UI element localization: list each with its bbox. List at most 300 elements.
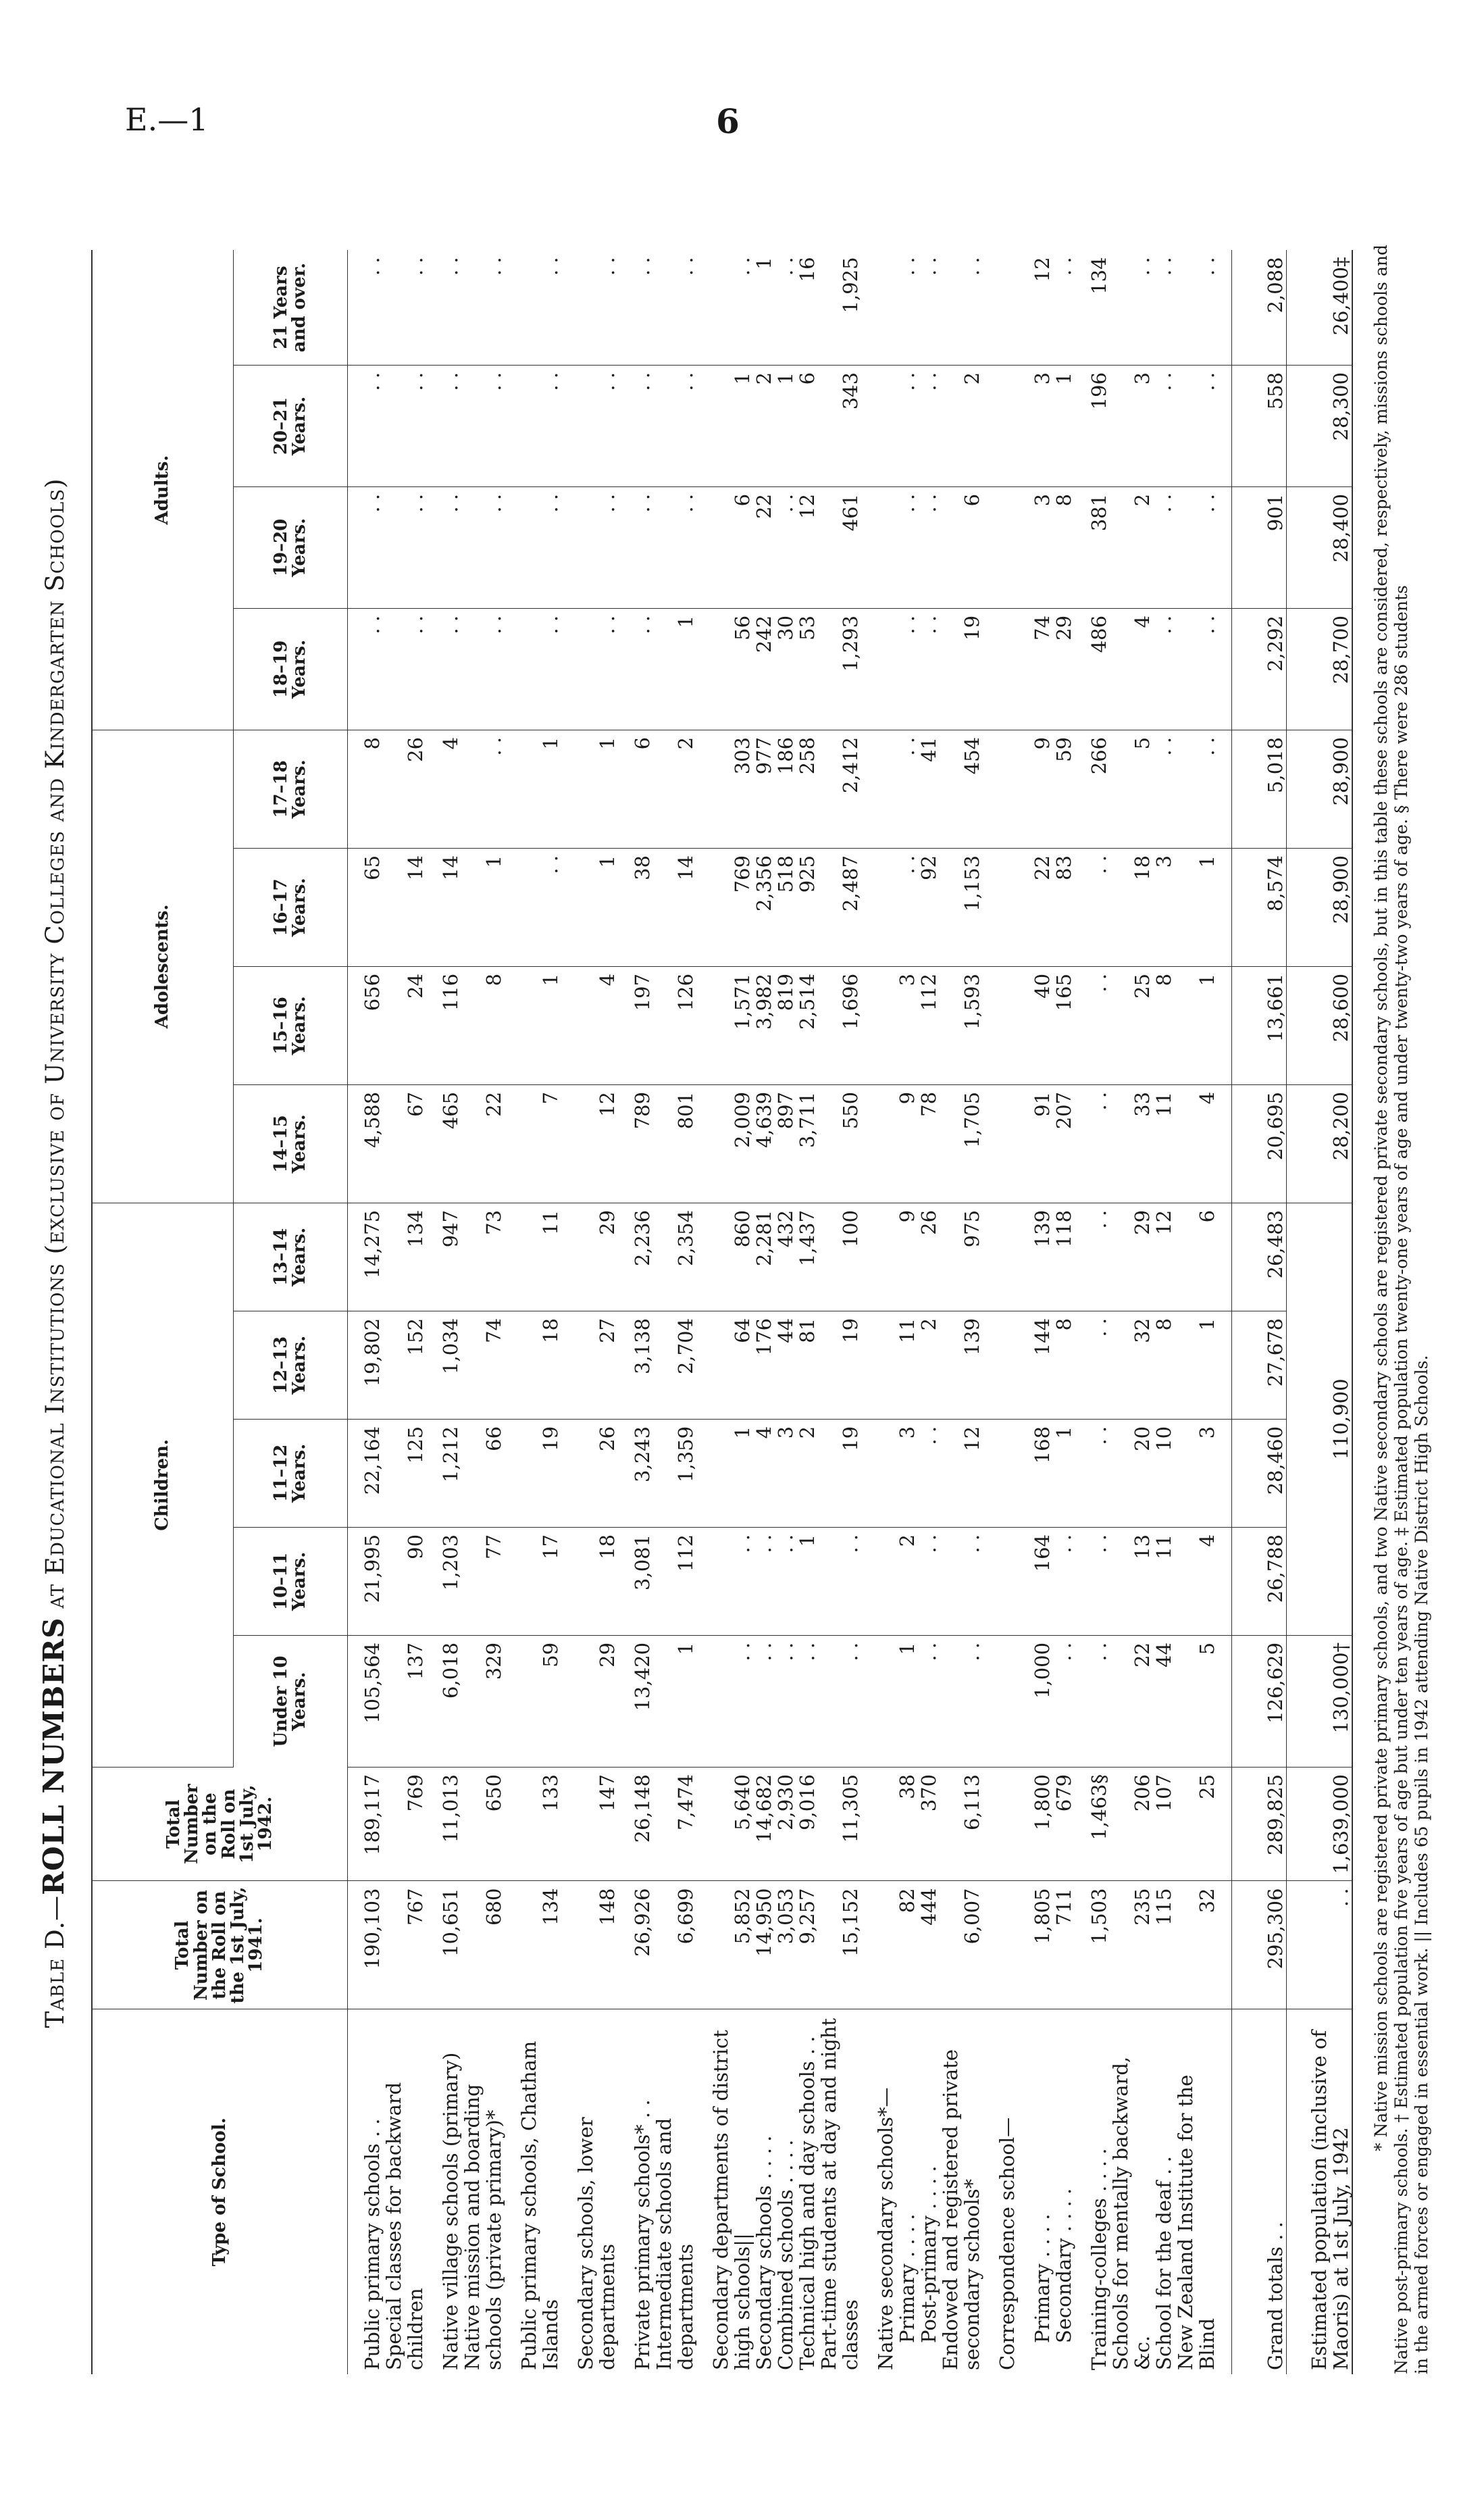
row-value: 25	[1110, 966, 1153, 1084]
row-value: 8	[1053, 1311, 1075, 1419]
row-value: 2	[1110, 486, 1153, 608]
row-value: 9,257	[796, 1881, 818, 2009]
row-value: 38	[632, 848, 653, 966]
row-value: . .	[575, 250, 618, 365]
row-value: . .	[461, 730, 505, 848]
table-row	[518, 250, 561, 2374]
estimated-value: 28,700	[1287, 608, 1353, 730]
row-value: . .	[753, 1635, 775, 1767]
row-value: 11,305	[818, 1767, 861, 1881]
row-value: 33	[1110, 1084, 1153, 1203]
row-label: Post-primary . . . .	[917, 2165, 940, 2343]
row-value	[875, 365, 896, 486]
grand-total-value: 126,629	[1232, 1635, 1287, 1767]
row-value: 73	[461, 1203, 505, 1311]
row-value: 1	[518, 966, 561, 1084]
row-value: . .	[440, 365, 461, 486]
row-label: Part-time students at day and night classes	[817, 2018, 862, 2370]
row-value: 148	[575, 1881, 618, 2009]
row-value: . .	[383, 486, 426, 608]
row-value: 6	[796, 365, 818, 486]
row-value: 53	[796, 608, 818, 730]
row-value: . .	[575, 486, 618, 608]
row-value: 13,420	[632, 1635, 653, 1767]
row-value: 176	[753, 1311, 775, 1419]
row-value: . .	[710, 250, 753, 365]
row-value	[996, 1419, 1018, 1527]
row-value: 116	[440, 966, 461, 1084]
row-value: 1,925	[818, 250, 861, 365]
table-row	[710, 250, 753, 2374]
row-value	[996, 1084, 1018, 1203]
row-value: . .	[918, 1527, 940, 1635]
row-value: 1	[653, 608, 696, 730]
row-value: 82	[896, 1881, 918, 2009]
row-value: 3	[1110, 365, 1153, 486]
age-header: Under 10 Years.	[234, 1635, 348, 1767]
row-value: . .	[896, 250, 918, 365]
row-value: 206	[1110, 1767, 1153, 1881]
row-value: . .	[1153, 250, 1175, 365]
row-value: 1	[1053, 1419, 1075, 1527]
row-value: 6	[940, 486, 983, 608]
age-header: 12–13 Years.	[234, 1311, 348, 1419]
row-value: 74	[1031, 608, 1053, 730]
row-value: 11,013	[440, 1767, 461, 1881]
row-value	[875, 730, 896, 848]
row-value: 144	[1031, 1311, 1053, 1419]
row-value: 44	[1153, 1635, 1175, 1767]
row-value: 91	[1031, 1084, 1053, 1203]
row-value: . .	[632, 250, 653, 365]
row-value: 134	[518, 1881, 561, 2009]
grand-totals-row	[1232, 250, 1287, 2374]
grand-total-value: 27,678	[1232, 1311, 1287, 1419]
footnote-line-1: * Native mission schools are registered private primary schools, and two Native secondary schools are registered private secondary schools, but in this table these schools are considered, respectively, missions schools and	[1371, 245, 1391, 2151]
row-value: . .	[1088, 1084, 1110, 1203]
row-label: Training-colleges . . . .	[1088, 2148, 1110, 2370]
row-value: 78	[918, 1084, 940, 1203]
row-label: Special classes for backward children	[382, 2082, 427, 2370]
row-value: . .	[918, 250, 940, 365]
grand-total-value: 289,825	[1232, 1767, 1287, 1881]
row-value: 6	[632, 730, 653, 848]
grand-total-value: 295,306	[1232, 1881, 1287, 2009]
row-value: . .	[632, 486, 653, 608]
row-value: . .	[940, 250, 983, 365]
row-value: 29	[1110, 1203, 1153, 1311]
row-value: 6	[1175, 1203, 1218, 1311]
footnotes	[1371, 212, 1432, 2374]
row-label: Secondary . . . .	[1052, 2188, 1075, 2343]
row-value: 11	[518, 1203, 561, 1311]
row-value: . .	[818, 1635, 861, 1767]
table-row	[653, 250, 696, 2374]
table-row	[753, 250, 775, 2374]
row-value: 1,705	[940, 1084, 983, 1203]
table-body	[348, 250, 1353, 2374]
row-value: . .	[918, 1419, 940, 1527]
row-value: 189,117	[361, 1767, 383, 1881]
row-value: 2,281	[753, 1203, 775, 1311]
row-value: . .	[518, 365, 561, 486]
row-value: . .	[1153, 486, 1175, 608]
row-value: . .	[1175, 486, 1218, 608]
row-value: 3,081	[632, 1527, 653, 1635]
row-value: 13	[1110, 1527, 1153, 1635]
row-value: . .	[575, 365, 618, 486]
row-value: 18	[575, 1527, 618, 1635]
header-adults: Adults.	[92, 250, 234, 730]
row-value: . .	[461, 608, 505, 730]
row-value: 1	[575, 848, 618, 966]
row-value: 12	[940, 1419, 983, 1527]
row-value: 789	[632, 1084, 653, 1203]
row-value: 83	[1053, 848, 1075, 966]
row-value: 3,053	[775, 1881, 796, 2009]
estimated-value: 130,000†	[1287, 1635, 1353, 1767]
row-value: 432	[775, 1203, 796, 1311]
row-value: . .	[1088, 1311, 1110, 1419]
row-value: 1,805	[1031, 1881, 1053, 2009]
row-value: 186	[775, 730, 796, 848]
row-value: . .	[918, 486, 940, 608]
row-value: . .	[940, 1635, 983, 1767]
row-value: 242	[753, 608, 775, 730]
row-value: 152	[383, 1311, 426, 1419]
table-row	[1153, 250, 1175, 2374]
grand-total-value: 26,483	[1232, 1203, 1287, 1311]
row-value: 14,950	[753, 1881, 775, 2009]
estimated-value: 28,600	[1287, 966, 1353, 1084]
grand-total-value: 13,661	[1232, 966, 1287, 1084]
row-value: . .	[896, 365, 918, 486]
row-value	[996, 1767, 1018, 1881]
row-value	[875, 1203, 896, 1311]
row-value: 1	[653, 1635, 696, 1767]
row-value: . .	[710, 1635, 753, 1767]
row-value	[996, 1881, 1018, 2009]
row-value: 56	[710, 608, 753, 730]
row-value: 6,699	[653, 1881, 696, 2009]
row-value: 8	[461, 966, 505, 1084]
row-value: 22	[461, 1084, 505, 1203]
row-value: 518	[775, 848, 796, 966]
header-type: Type of School.	[92, 2009, 348, 2374]
table-row	[632, 250, 653, 2374]
row-value: 18	[518, 1311, 561, 1419]
row-value: 860	[710, 1203, 753, 1311]
estimated-population-row	[1287, 250, 1353, 2374]
row-value: 8	[361, 730, 383, 848]
row-value: 22	[1110, 1635, 1153, 1767]
grand-total-value: 8,574	[1232, 848, 1287, 966]
table-row	[940, 250, 983, 2374]
row-value	[875, 1635, 896, 1767]
row-value: . .	[440, 608, 461, 730]
row-value: . .	[383, 250, 426, 365]
row-label: Private primary schools* . .	[631, 2099, 654, 2370]
row-value: 25	[1175, 1767, 1218, 1881]
row-value: 1,696	[818, 966, 861, 1084]
row-value	[875, 848, 896, 966]
row-value: 8	[1153, 966, 1175, 1084]
row-value: 343	[818, 365, 861, 486]
row-value: 14,275	[361, 1203, 383, 1311]
row-value: 6	[710, 486, 753, 608]
row-value: 4	[753, 1419, 775, 1527]
row-value: 115	[1153, 1881, 1175, 2009]
table-row	[996, 250, 1018, 2374]
row-value: . .	[896, 848, 918, 966]
row-value: 11	[896, 1311, 918, 1419]
row-value: 17	[518, 1527, 561, 1635]
table-row	[875, 250, 896, 2374]
row-value: 1	[710, 1419, 753, 1527]
age-header: 15–16 Years.	[234, 966, 348, 1084]
row-value: 3	[896, 1419, 918, 1527]
row-value: . .	[653, 365, 696, 486]
row-label: Schools for mentally backward, &c.	[1109, 2056, 1154, 2370]
row-value: 1	[896, 1635, 918, 1767]
row-value: . .	[1053, 1635, 1075, 1767]
row-value	[996, 1527, 1018, 1635]
row-label: Primary . . . .	[896, 2213, 919, 2343]
age-header: 18–19 Years.	[234, 608, 348, 730]
row-value: 14	[440, 848, 461, 966]
row-value	[875, 1767, 896, 1881]
row-value: . .	[775, 250, 796, 365]
row-value: 66	[461, 1419, 505, 1527]
row-value: 44	[775, 1311, 796, 1419]
row-value: 925	[796, 848, 818, 966]
row-value: 656	[361, 966, 383, 1084]
row-value: 74	[461, 1311, 505, 1419]
row-label: Secondary schools, lower departments	[574, 2117, 619, 2370]
row-value: 92	[918, 848, 940, 966]
row-value: 29	[575, 1203, 618, 1311]
table-row	[896, 250, 918, 2374]
row-value: . .	[1053, 250, 1075, 365]
row-value: 27	[575, 1311, 618, 1419]
row-value	[875, 486, 896, 608]
row-value: 1	[518, 730, 561, 848]
row-value: 461	[818, 486, 861, 608]
row-value: . .	[1175, 365, 1218, 486]
row-value: 12	[1031, 250, 1053, 365]
page-reference: E.—1	[125, 101, 209, 138]
row-value: 1,503	[1088, 1881, 1110, 2009]
row-value: . .	[461, 486, 505, 608]
row-value: 12	[796, 486, 818, 608]
row-value: 3	[1153, 848, 1175, 966]
row-value	[996, 1203, 1018, 1311]
row-label: Technical high and day schools . .	[796, 2036, 819, 2370]
title-prefix: Table D.—	[41, 1895, 70, 2028]
row-value: . .	[1088, 1203, 1110, 1311]
row-value: . .	[1175, 608, 1218, 730]
row-value: 59	[1053, 730, 1075, 848]
row-value: . .	[775, 1527, 796, 1635]
row-value: 19	[818, 1311, 861, 1419]
row-value: 4	[1175, 1084, 1218, 1203]
row-value: 769	[383, 1767, 426, 1881]
row-value: 2	[896, 1527, 918, 1635]
row-value: 2,354	[653, 1203, 696, 1311]
row-value: 20	[1110, 1419, 1153, 1527]
row-value: 12	[1153, 1203, 1175, 1311]
row-value: 1,800	[1031, 1767, 1053, 1881]
row-value	[875, 250, 896, 365]
row-value	[875, 1311, 896, 1419]
row-value: 650	[461, 1767, 505, 1881]
header-total-1942: Total Number on the Roll on 1st July, 1942.	[92, 1767, 348, 1881]
header-adolescents: Adolescents.	[92, 730, 234, 1203]
row-value: 26,148	[632, 1767, 653, 1881]
age-header: 13–14 Years.	[234, 1203, 348, 1311]
row-label: School for the deaf . .	[1152, 2156, 1175, 2370]
row-value: 2,487	[818, 848, 861, 966]
age-header: 16–17 Years.	[234, 848, 348, 966]
row-value: 6,113	[940, 1767, 983, 1881]
row-value: 22	[753, 486, 775, 608]
age-header: 11–12 Years.	[234, 1419, 348, 1527]
row-value: . .	[632, 608, 653, 730]
row-value: 32	[1110, 1311, 1153, 1419]
row-label: Native village schools (primary)	[439, 2052, 462, 2370]
row-value: 486	[1088, 608, 1110, 730]
row-value: 9	[896, 1203, 918, 1311]
row-value	[875, 1419, 896, 1527]
row-value: 303	[710, 730, 753, 848]
row-value: 329	[461, 1635, 505, 1767]
row-value: 2,412	[818, 730, 861, 848]
row-label: Public primary schools . .	[361, 2118, 384, 2370]
row-value: 14	[653, 848, 696, 966]
row-value: 1,593	[940, 966, 983, 1084]
row-value: 19	[940, 608, 983, 730]
estimated-value: 26,400‡	[1287, 250, 1353, 365]
row-value: . .	[1088, 966, 1110, 1084]
row-value: 40	[1031, 966, 1053, 1084]
row-value: 190,103	[361, 1881, 383, 2009]
row-value: . .	[1175, 250, 1218, 365]
footnote-line-3: in the armed forces or engaged in essential work. || Includes 65 pupils in 1942 attending Native District High Schools.	[1412, 1355, 1431, 2374]
row-value: 3,711	[796, 1084, 818, 1203]
row-value: . .	[383, 608, 426, 730]
table-row	[361, 250, 383, 2374]
row-value: . .	[361, 608, 383, 730]
row-label: Primary . . . .	[1031, 2213, 1054, 2343]
row-value: . .	[518, 848, 561, 966]
row-value: 975	[940, 1203, 983, 1311]
row-value: . .	[440, 250, 461, 365]
row-value: 4	[575, 966, 618, 1084]
row-value: 14,682	[753, 1767, 775, 1881]
row-value: 5	[1110, 730, 1153, 848]
row-value: 26	[383, 730, 426, 848]
row-value: . .	[896, 486, 918, 608]
row-value: 258	[796, 730, 818, 848]
table-row	[1175, 250, 1218, 2374]
row-label: Public primary schools, Chatham Islands	[517, 2040, 562, 2370]
row-value: . .	[775, 1635, 796, 1767]
grand-totals-label: Grand totals . .	[1232, 2009, 1287, 2374]
row-value: 100	[818, 1203, 861, 1311]
row-value: 10,651	[440, 1881, 461, 2009]
age-header: 21 Years and over.	[234, 250, 348, 365]
row-value: 29	[575, 1635, 618, 1767]
row-label: Combined schools . . . .	[774, 2139, 797, 2370]
row-value: 4	[1110, 608, 1153, 730]
row-value: 679	[1053, 1767, 1075, 1881]
row-value: 1	[1053, 365, 1075, 486]
row-value: 1	[1175, 1311, 1218, 1419]
row-value: 2	[796, 1419, 818, 1527]
row-value: 5	[1175, 1635, 1218, 1767]
grand-total-value: 2,088	[1232, 250, 1287, 365]
row-value	[875, 1527, 896, 1635]
row-value: 2	[918, 1311, 940, 1419]
row-value: 168	[1031, 1419, 1053, 1527]
row-value: 3	[1031, 365, 1053, 486]
table-row	[1031, 250, 1053, 2374]
row-value: . .	[1153, 608, 1175, 730]
row-value	[996, 848, 1018, 966]
row-value: 454	[940, 730, 983, 848]
row-value: . .	[518, 486, 561, 608]
row-label: Secondary schools . . . .	[752, 2135, 775, 2370]
header-children: Children.	[92, 1203, 234, 1767]
row-value: 26	[575, 1419, 618, 1527]
footnote-line-2: Native post-primary schools. † Estimated population five years of age but under ten years of age. ‡ Estimated population twenty-one years of age and under twenty-two years of age. § There were 286 students	[1391, 585, 1411, 2374]
row-value: 19	[818, 1419, 861, 1527]
row-value: . .	[918, 365, 940, 486]
row-value: 977	[753, 730, 775, 848]
estimated-value: . .	[1287, 1881, 1353, 2009]
row-value: . .	[1088, 1527, 1110, 1635]
row-value: 81	[796, 1311, 818, 1419]
row-value: 137	[383, 1635, 426, 1767]
row-value: 1,153	[940, 848, 983, 966]
row-value: 2	[753, 365, 775, 486]
row-value: 2,236	[632, 1203, 653, 1311]
row-label: Endowed and registered private secondary schools*	[939, 2049, 983, 2370]
table-row	[1053, 250, 1075, 2374]
estimated-population-label: Estimated population (inclusive of Maoris) at 1st July, 1942	[1287, 2009, 1353, 2374]
grand-total-value: 26,788	[1232, 1527, 1287, 1635]
row-value: 134	[383, 1203, 426, 1311]
row-value	[875, 1084, 896, 1203]
row-value: 22	[1031, 848, 1053, 966]
row-value	[996, 966, 1018, 1084]
row-value: . .	[918, 608, 940, 730]
row-value: . .	[1088, 1635, 1110, 1767]
row-value: 1,000	[1031, 1635, 1053, 1767]
row-value: . .	[753, 1527, 775, 1635]
row-value	[996, 608, 1018, 730]
row-value: 133	[518, 1767, 561, 1881]
table-row	[775, 250, 796, 2374]
estimated-value: 28,400	[1287, 486, 1353, 608]
row-value: 21,995	[361, 1527, 383, 1635]
row-value: 1,571	[710, 966, 753, 1084]
row-value: 90	[383, 1527, 426, 1635]
row-value: 1	[710, 365, 753, 486]
row-label: Native mission and boarding schools (private primary)*	[461, 2084, 505, 2370]
row-value: 196	[1088, 365, 1110, 486]
row-value: . .	[1153, 365, 1175, 486]
